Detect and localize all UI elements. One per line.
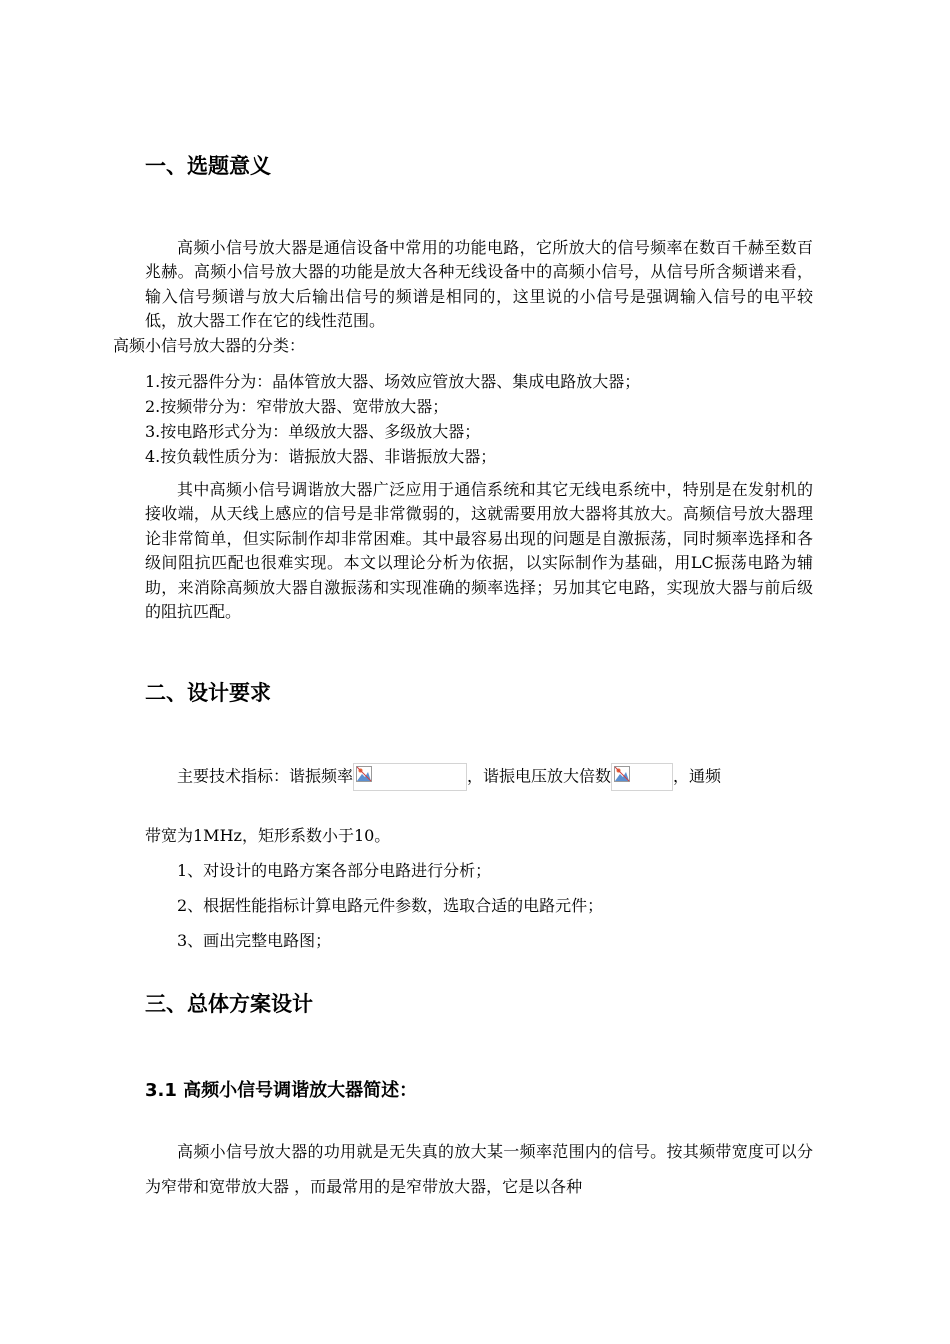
broken-image-icon <box>356 766 372 782</box>
requirement-item: 3、画出完整电路图； <box>177 931 332 950</box>
section-2-heading: 二、设计要求 <box>145 681 271 705</box>
list-item: 2.按频带分为：窄带放大器、宽带放大器； <box>145 397 449 416</box>
section-1-paragraph-2: 其中高频小信号调谐放大器广泛应用于通信系统和其它无线电系统中，特别是在发射机的接收端，从天线上感应的信号是非常微弱的，这就需要用放大器将其放大。高频信号放大器理论非常简单，但实际制作却非常困难。其中最容易出现的问题是自激振荡，同时频率选择和各级间阻抗匹配也很难实现。本文以理论分析为依据，以实际制作为基础，用LC振荡电路为辅助，来消除高频放大器自激振荡和实现准确的频率选择；另加其它电路，实现放大器与前后级的阻抗匹配。 <box>145 480 813 622</box>
requirement-item: 2、根据性能指标计算电路元件参数，选取合适的电路元件； <box>177 896 604 915</box>
spec-text-b: ，谐振电压放大倍数 <box>467 766 612 786</box>
spec-text-a: 主要技术指标：谐振频率 <box>177 766 354 786</box>
subsection-3-1-heading: 3.1 高频小信号调谐放大器简述： <box>145 1080 418 1101</box>
formula-image-gain <box>611 763 673 791</box>
spec-line <box>177 761 721 791</box>
broken-image-icon <box>614 766 630 782</box>
section-3-paragraph-1: 高频小信号放大器的功用就是无失真的放大某一频率范围内的信号。按其频带宽度可以分为窄带和宽带放大器 ，而最常用的是窄带放大器，它是以各种 <box>145 1142 813 1196</box>
spec-text-c: ，通频 <box>673 766 722 786</box>
list-item: 1.按元器件分为：晶体管放大器、场效应管放大器、集成电路放大器； <box>145 372 641 391</box>
section-3-heading: 三、总体方案设计 <box>145 992 313 1016</box>
list-item: 3.按电路形式分为：单级放大器、多级放大器； <box>145 422 481 441</box>
section-1-paragraph-1: 高频小信号放大器是通信设备中常用的功能电路，它所放大的信号频率在数百千赫至数百兆赫。高频小信号放大器的功能是放大各种无线设备中的高频小信号，从信号所含频谱来看，输入信号频谱与放大后输出信号的频谱是相同的，这里说的小信号是强调输入信号的电平较低，放大器工作在它的线性范围。 高频小信号放大器的分类： <box>145 236 813 358</box>
formula-image-frequency <box>353 763 467 791</box>
spec-line-2: 带宽为1MHz，矩形系数小于10。 <box>145 826 391 845</box>
requirement-item: 1、对设计的电路方案各部分电路进行分析； <box>177 861 492 880</box>
classification-intro: 高频小信号放大器的分类： <box>113 335 306 355</box>
list-item: 4.按负载性质分为：谐振放大器、非谐振放大器； <box>145 447 497 466</box>
section-1-heading: 一、选题意义 <box>145 154 271 178</box>
